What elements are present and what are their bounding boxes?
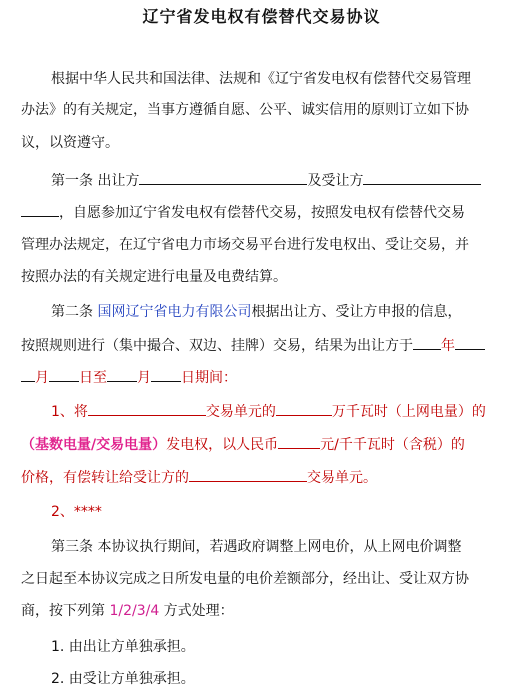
grid-company-name: 国网辽宁省电力有限公司 [97, 304, 252, 320]
article1-line2-text: ，自愿参加辽宁省发电权有偿替代交易，按照发电权有偿替代交易 [59, 205, 465, 221]
article3-line3-suffix: 方式处理： [159, 603, 234, 619]
day2-blank[interactable] [151, 367, 181, 382]
month1-label: 月 [35, 370, 49, 386]
unit-blank[interactable] [88, 401, 206, 416]
energy-type-options: （基数电量/交易电量） [21, 437, 167, 453]
article3-line3-prefix: 商，按下列第 [21, 603, 110, 619]
article1-transferee-label: 及受让方 [307, 173, 364, 189]
receiver-unit-blank[interactable] [189, 467, 307, 482]
para1-line1: 根据中华人民共和国法律、法规和《辽宁省发电权有偿替代交易管理 [51, 71, 471, 87]
article2-line3 [21, 367, 237, 388]
item1-price-unit: 元/千千瓦时（含税）的 [320, 437, 465, 453]
item1-line2 [21, 434, 465, 455]
year-blank[interactable] [413, 335, 441, 350]
item1-transfer-text: 价格，有偿转让给受让方的 [21, 470, 189, 486]
para1-line2: 办法》的有关规定，当事方遵循自愿、公平、诚实信用的原则订立如下协 [21, 102, 469, 118]
article1-line4: 按照办法的有关规定进行电量及电费结算。 [21, 269, 287, 285]
item2-line: 2、**** [51, 504, 102, 520]
article2-line2 [21, 335, 485, 356]
item1-prefix: 1、将 [51, 404, 88, 420]
day2-label: 日期间： [181, 370, 237, 386]
item1-rmb-label: 发电权，以人民币 [166, 437, 279, 453]
article2-label: 第二条 [51, 304, 98, 320]
day1-label: 日至 [79, 370, 107, 386]
article1-line1 [51, 170, 481, 191]
article2-line1 [51, 302, 461, 322]
item1-line1 [51, 401, 486, 422]
year-label: 年 [441, 338, 455, 354]
month1-blank[interactable] [21, 367, 35, 382]
article2-line2-text: 按照规则进行（集中撮合、双边、挂牌）交易，结果为出让方于 [21, 338, 413, 354]
transferee-blank[interactable] [363, 170, 481, 185]
list-item: 2. 由受让方单独承担。 [51, 671, 195, 687]
article3-line3 [21, 601, 234, 621]
month2-label: 月 [137, 370, 151, 386]
option-numbers: 1/2/3/4 [109, 603, 160, 619]
item1-amount-label: 万千瓦时（上网电量）的 [331, 404, 486, 420]
list-item: 1. 由出让方单独承担。 [51, 639, 195, 655]
item1-line3 [21, 467, 377, 488]
item1-unit-label: 交易单元的 [205, 404, 276, 420]
price-blank[interactable] [278, 434, 320, 449]
article3-line1: 第三条 本协议执行期间，若遇政府调整上网电价，从上网电价调整 [51, 539, 462, 555]
article1-line3: 管理办法规定，在辽宁省电力市场交易平台进行发电权出、受让交易，并 [21, 237, 469, 253]
article3-line2: 之日起至本协议完成之日所发电量的电价差额部分，经出让、受让双方协 [21, 571, 469, 587]
transferor-blank[interactable] [139, 170, 307, 185]
day1-blank[interactable] [49, 367, 79, 382]
para1-line3: 议，以资遵守。 [21, 135, 119, 151]
article2-line1-rest: 根据出让方、受让方申报的信息， [251, 304, 462, 320]
transferee-blank-cont[interactable] [21, 202, 59, 217]
article1-line2 [21, 202, 465, 223]
amount-blank[interactable] [276, 401, 332, 416]
month2-blank[interactable] [107, 367, 137, 382]
item1-unit-suffix: 交易单元。 [307, 470, 377, 486]
page-title: 辽宁省发电权有偿替代交易协议 [142, 7, 381, 26]
article1-label: 第一条 出让方 [51, 173, 140, 189]
month1-blank-start[interactable] [455, 335, 485, 350]
